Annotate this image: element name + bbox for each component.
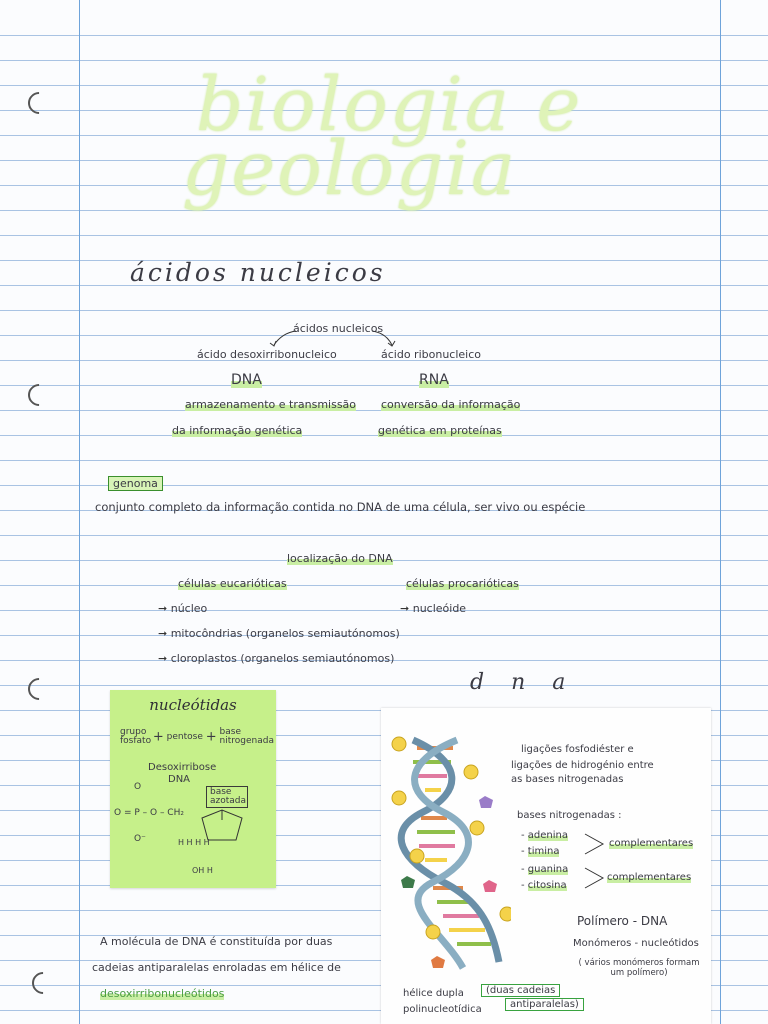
dna-heading: d n a: [470, 670, 576, 695]
complementares-2: complementares: [607, 872, 692, 883]
diagram-right-desc2: genética em proteínas: [378, 424, 502, 437]
dna-helix-card: [381, 708, 711, 1024]
base-box: base azotada: [206, 786, 248, 808]
diagram-right-abbr: RNA: [419, 372, 449, 388]
genoma-label: genoma: [108, 476, 163, 491]
bonds-line1: ligações fosfodiéster e: [521, 744, 634, 755]
o-top: O: [134, 782, 142, 792]
paragraph-line2: cadeias antiparalelas enroladas em hélice de: [92, 961, 341, 974]
section-heading: ácidos nucleicos: [130, 258, 386, 287]
diagram-left-abbr: DNA: [231, 372, 262, 388]
paragraph-line3: desoxirribonucleótidos: [100, 987, 225, 1000]
right-margin-line: [720, 0, 721, 1024]
nucleotidos-sticky-note: [110, 690, 276, 888]
diagram-root: ácidos nucleicos: [293, 322, 384, 335]
formula-phosphate: grupo fosfato: [120, 727, 152, 746]
bonds-line2: ligações de hidrogénio entre: [511, 760, 654, 771]
genoma-definition: conjunto completo da informação contida no DNA de uma célula, ser vivo ou espécie: [95, 500, 586, 514]
diagram-right-desc1: conversão da informação: [381, 398, 521, 411]
binder-hole-3: [23, 673, 54, 704]
page-title-line1: biologia e: [196, 62, 583, 148]
formula-base: base nitrogenada: [219, 727, 274, 746]
arrow-icon: ➞: [400, 602, 410, 615]
euk-item-2-text: mitocôndrias (organelos semiautónomos): [170, 627, 400, 640]
helice-dupla: hélice dupla: [403, 988, 464, 999]
phosphate-formula: O = P – O – CH₂: [114, 808, 184, 818]
dna-helix-illustration: [383, 732, 511, 984]
paragraph-line1: A molécula de DNA é constituída por duas: [100, 935, 333, 948]
polimero: Polímero - DNA: [577, 914, 668, 928]
binder-hole-4: [27, 967, 58, 998]
plus-icon: +: [205, 729, 217, 745]
arrow-icon: ➞: [158, 627, 168, 640]
o-bottom: O⁻: [134, 834, 146, 844]
binder-hole-1: [23, 87, 54, 118]
diagram-left-desc2: da informação genética: [172, 424, 303, 437]
euk-item-3-text: cloroplastos (organelos semiautónomos): [170, 652, 395, 665]
diagram-left-name: ácido desoxirribonucleico: [197, 348, 337, 361]
sticky-title: nucleótidas: [149, 696, 237, 714]
page-title-line2: geologia: [182, 126, 518, 212]
monomeros-note: ( vários monómeros formam um polímero): [578, 958, 700, 978]
prok-item-1-text: nucleóide: [412, 602, 467, 615]
formula-pentose: pentose: [166, 732, 203, 742]
base-timina-text: timina: [527, 846, 560, 857]
plus-icon: +: [152, 729, 164, 745]
base-timina: - timina: [521, 846, 560, 857]
formula-line: [120, 727, 274, 746]
localizacao-title: localização do DNA: [287, 552, 393, 565]
prokaryotic-title: células procarióticas: [406, 577, 519, 590]
arrow-icon: ➞: [158, 602, 168, 615]
left-margin-line: [79, 0, 80, 1024]
base-citosina: - citosina: [521, 880, 567, 891]
diagram-left-desc1: armazenamento e transmissão: [185, 398, 357, 411]
base-guanina: - guanina: [521, 864, 569, 875]
euk-item-1: [158, 602, 207, 615]
binder-hole-2: [23, 379, 54, 410]
sugar-dna: DNA: [168, 774, 191, 785]
diagram-right-name: ácido ribonucleico: [381, 348, 481, 361]
bases-title: bases nitrogenadas :: [517, 810, 622, 821]
arrow-icon: ➞: [158, 652, 168, 665]
base-adenina: - adenina: [521, 830, 569, 841]
sugar-name: Desoxirribose: [148, 762, 217, 773]
euk-item-1-text: núcleo: [170, 602, 208, 615]
complementares-brackets: [583, 832, 609, 898]
euk-item-3: [158, 652, 394, 665]
prok-item-1: [400, 602, 466, 615]
euk-item-2: [158, 627, 400, 640]
eukaryotic-title: células eucarióticas: [178, 577, 287, 590]
antiparalelas: antiparalelas): [505, 998, 584, 1011]
complementares-1: complementares: [609, 838, 694, 849]
monomeros: Monómeros - nucleótidos: [573, 938, 699, 949]
base-citosina-text: citosina: [527, 880, 567, 891]
h-labels: H H H H: [178, 838, 210, 847]
base-guanina-text: guanina: [527, 864, 569, 875]
bonds-line3: as bases nitrogenadas: [511, 774, 624, 785]
oh-labels: OH H: [192, 866, 213, 875]
base-adenina-text: adenina: [527, 830, 569, 841]
polinucleotidica: polinucleotídica: [403, 1004, 482, 1015]
duas-cadeias: (duas cadeias: [481, 984, 560, 997]
